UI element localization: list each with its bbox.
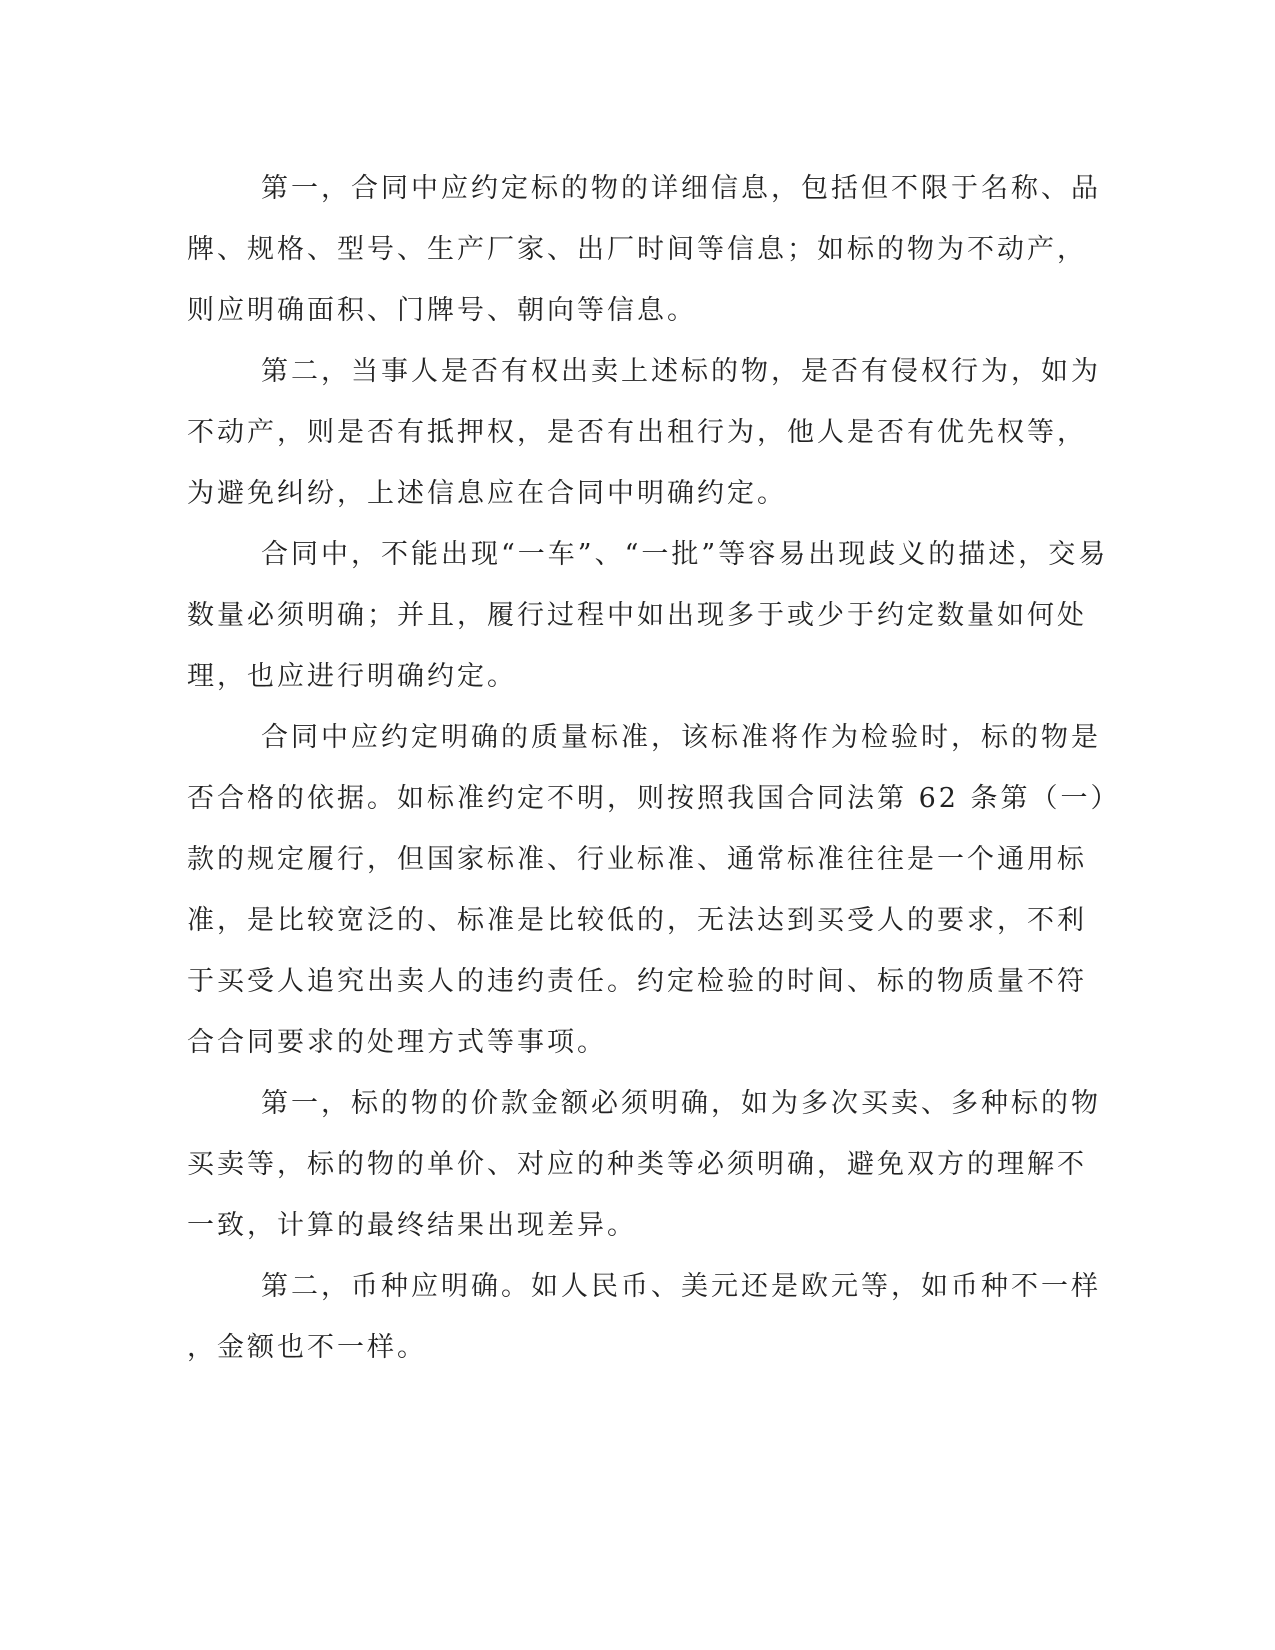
- paragraph-line: 一致，计算的最终结果出现差异。: [187, 1210, 637, 1241]
- paragraph-quality-standard: [187, 707, 1121, 1073]
- paragraph-line: 理，也应进行明确约定。: [187, 661, 517, 692]
- paragraph-line: 为避免纠纷，上述信息应在合同中明确约定。: [187, 478, 787, 509]
- paragraph-line: 第一，标的物的价款金额必须明确，如为多次买卖、多种标的物: [261, 1088, 1101, 1119]
- paragraph-line: ，金额也不一样。: [187, 1332, 427, 1363]
- paragraph-line: 合同中应约定明确的质量标准，该标准将作为检验时，标的物是: [261, 722, 1101, 753]
- paragraph-quantity: [187, 524, 1109, 707]
- paragraph-currency: [187, 1256, 1101, 1378]
- paragraph-line: 则应明确面积、门牌号、朝向等信息。: [187, 295, 697, 326]
- paragraph-line: 款的规定履行，但国家标准、行业标准、通常标准往往是一个通用标: [187, 844, 1087, 875]
- document-body: [187, 158, 1121, 1378]
- paragraph-subject-matter-details: [187, 158, 1101, 341]
- paragraph-line: 牌、规格、型号、生产厂家、出厂时间等信息；如标的物为不动产，: [187, 234, 1087, 265]
- paragraph-line: 买卖等，标的物的单价、对应的种类等必须明确，避免双方的理解不: [187, 1149, 1087, 1180]
- paragraph-line: 第二，币种应明确。如人民币、美元还是欧元等，如币种不一样: [261, 1271, 1101, 1302]
- paragraph-line: 第一，合同中应约定标的物的详细信息，包括但不限于名称、品: [261, 173, 1101, 204]
- paragraph-line: 数量必须明确；并且，履行过程中如出现多于或少于约定数量如何处: [187, 600, 1087, 631]
- paragraph-line: 第二，当事人是否有权出卖上述标的物，是否有侵权行为，如为: [261, 356, 1101, 387]
- paragraph-price-amount: [187, 1073, 1101, 1256]
- paragraph-right-to-sell: [187, 341, 1101, 524]
- paragraph-line: 合同中，不能出现“一车”、“一批”等容易出现歧义的描述，交易: [261, 539, 1109, 570]
- paragraph-line: 于买受人追究出卖人的违约责任。约定检验的时间、标的物质量不符: [187, 966, 1087, 997]
- paragraph-line: 否合格的依据。如标准约定不明，则按照我国合同法第 62 条第（一）: [187, 783, 1121, 814]
- paragraph-line: 不动产，则是否有抵押权，是否有出租行为，他人是否有优先权等，: [187, 417, 1087, 448]
- paragraph-line: 合合同要求的处理方式等事项。: [187, 1027, 607, 1058]
- paragraph-line: 准，是比较宽泛的、标准是比较低的，无法达到买受人的要求，不利: [187, 905, 1087, 936]
